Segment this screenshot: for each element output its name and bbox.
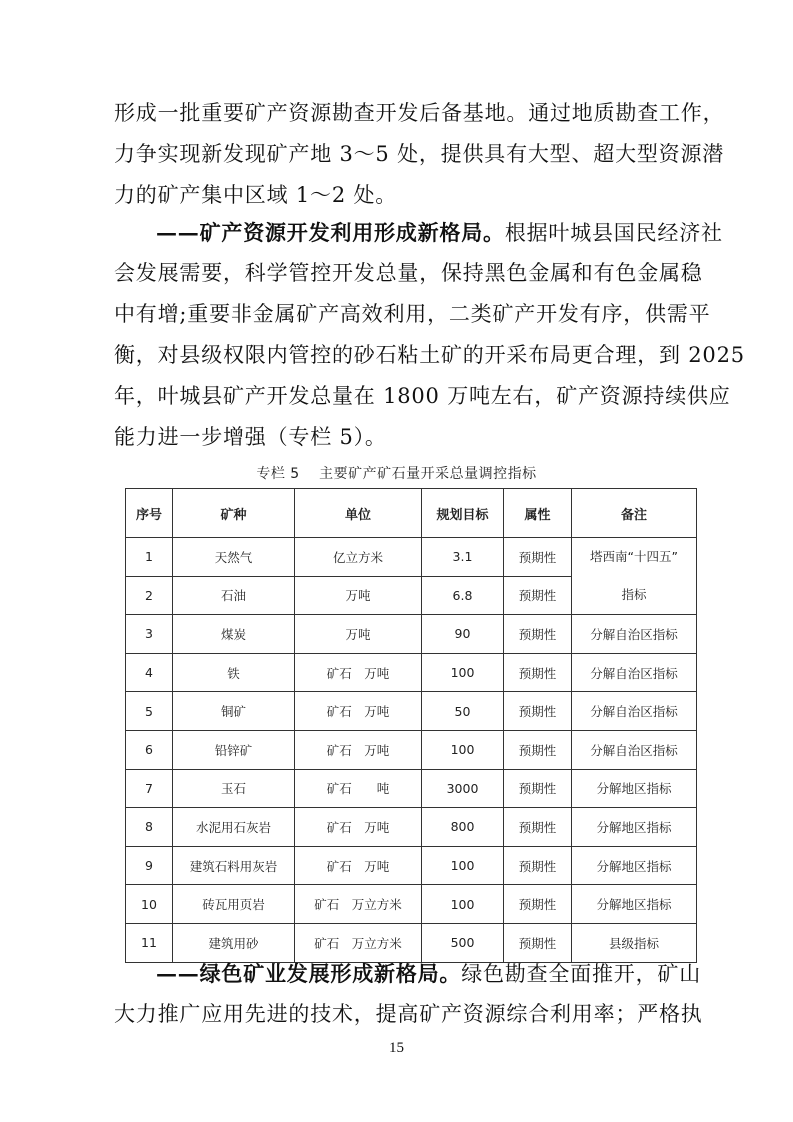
header-mineral: 矿种 <box>173 489 295 538</box>
cell-mineral: 煤炭 <box>173 615 295 654</box>
cell-note: 分解自治区指标 <box>572 653 697 692</box>
cell-mineral: 建筑石料用灰岩 <box>173 846 295 885</box>
text-line <box>114 953 702 994</box>
cell-attribute: 预期性 <box>504 615 572 654</box>
cell-note: 分解地区指标 <box>572 885 697 924</box>
text-line: 大力推广应用先进的技术，提高矿产资源综合利用率；严格执 <box>114 1002 703 1026</box>
text-line: 力争实现新发现矿产地 3～5 处，提供具有大型、超大型资源潜 <box>114 142 725 166</box>
header-target: 规划目标 <box>422 489 504 538</box>
table-row <box>126 769 697 808</box>
cell-target: 100 <box>422 885 504 924</box>
cell-note: 分解地区指标 <box>572 808 697 847</box>
paragraph-green-mining <box>114 953 703 1035</box>
text-line: 力的矿产集中区域 1～2 处。 <box>114 183 398 207</box>
cell-no: 5 <box>126 692 173 731</box>
cell-target: 50 <box>422 692 504 731</box>
cell-attribute: 预期性 <box>504 730 572 769</box>
cell-note: 分解地区指标 <box>572 769 697 808</box>
cell-unit: 矿石 万吨 <box>295 846 422 885</box>
cell-target: 500 <box>422 923 504 962</box>
text-line: 会发展需要，科学管控开发总量，保持黑色金属和有色金属稳 <box>114 261 703 285</box>
cell-target: 800 <box>422 808 504 847</box>
cell-no: 2 <box>126 576 173 615</box>
cell-target: 100 <box>422 730 504 769</box>
cell-mineral: 建筑用砂 <box>173 923 295 962</box>
cell-unit: 矿石 万吨 <box>295 653 422 692</box>
header-no: 序号 <box>126 489 173 538</box>
mining-quota-table <box>125 488 697 963</box>
text-run: 绿色勘查全面推开，矿山 <box>461 962 702 986</box>
cell-attribute: 预期性 <box>504 576 572 615</box>
cell-unit: 矿石 万吨 <box>295 692 422 731</box>
cell-unit: 矿石 万立方米 <box>295 923 422 962</box>
cell-no: 10 <box>126 885 173 924</box>
section-heading: ——绿色矿业发展形成新格局。 <box>156 961 462 986</box>
cell-mineral: 铁 <box>173 653 295 692</box>
note-line: 指标 <box>621 587 647 603</box>
table-row <box>126 615 697 654</box>
cell-unit: 矿石 万吨 <box>295 730 422 769</box>
cell-mineral: 铅锌矿 <box>173 730 295 769</box>
cell-note: 分解自治区指标 <box>572 730 697 769</box>
cell-note: 县级指标 <box>572 923 697 962</box>
cell-attribute: 预期性 <box>504 808 572 847</box>
text-line: 年，叶城县矿产开发总量在 1800 万吨左右，矿产资源持续供应 <box>114 384 731 408</box>
header-attribute: 属性 <box>504 489 572 538</box>
table-caption: 专栏 5 主要矿产矿石量开采总量调控指标 <box>256 466 537 482</box>
cell-target: 3000 <box>422 769 504 808</box>
cell-attribute: 预期性 <box>504 769 572 808</box>
cell-no: 8 <box>126 808 173 847</box>
cell-attribute: 预期性 <box>504 846 572 885</box>
cell-note-merged <box>572 538 697 615</box>
cell-mineral: 石油 <box>173 576 295 615</box>
cell-target: 6.8 <box>422 576 504 615</box>
cell-note: 分解地区指标 <box>572 846 697 885</box>
cell-no: 7 <box>126 769 173 808</box>
note-line: 塔西南“十四五” <box>590 549 678 565</box>
text-line: 中有增;重要非金属矿产高效利用，二类矿产开发有序，供需平 <box>114 302 711 326</box>
cell-no: 1 <box>126 538 173 577</box>
section-heading: ——矿产资源开发利用形成新格局。 <box>156 220 505 245</box>
cell-no: 6 <box>126 730 173 769</box>
cell-note: 分解自治区指标 <box>572 615 697 654</box>
table-row <box>126 692 697 731</box>
cell-unit: 万吨 <box>295 615 422 654</box>
cell-mineral: 天然气 <box>173 538 295 577</box>
cell-unit: 矿石 万立方米 <box>295 885 422 924</box>
cell-target: 90 <box>422 615 504 654</box>
cell-no: 3 <box>126 615 173 654</box>
cell-unit: 矿石 万吨 <box>295 808 422 847</box>
cell-unit: 万吨 <box>295 576 422 615</box>
cell-target: 100 <box>422 653 504 692</box>
table-row <box>126 846 697 885</box>
text-run: 根据叶城县国民经济社 <box>504 221 723 245</box>
cell-no: 4 <box>126 653 173 692</box>
text-line: 能力进一步增强（专栏 5）。 <box>114 425 387 449</box>
cell-target: 100 <box>422 846 504 885</box>
cell-note: 分解自治区指标 <box>572 692 697 731</box>
table-row <box>126 538 697 577</box>
table-header-row <box>126 489 697 538</box>
cell-target: 3.1 <box>422 538 504 577</box>
table-row <box>126 730 697 769</box>
header-unit: 单位 <box>295 489 422 538</box>
table-row <box>126 808 697 847</box>
table-row <box>126 653 697 692</box>
cell-mineral: 玉石 <box>173 769 295 808</box>
cell-unit: 亿立方米 <box>295 538 422 577</box>
cell-attribute: 预期性 <box>504 538 572 577</box>
text-line: 形成一批重要矿产资源勘查开发后备基地。通过地质勘查工作， <box>114 101 725 125</box>
page-number: 15 <box>389 1040 404 1056</box>
paragraph-resource-base <box>114 93 725 216</box>
table-row <box>126 885 697 924</box>
cell-mineral: 铜矿 <box>173 692 295 731</box>
cell-attribute: 预期性 <box>504 653 572 692</box>
paragraph-development-utilization <box>114 212 745 458</box>
cell-no: 11 <box>126 923 173 962</box>
text-line: 衡，对县级权限内管控的砂石粘土矿的开采布局更合理，到 2025 <box>114 343 745 367</box>
cell-attribute: 预期性 <box>504 885 572 924</box>
header-note: 备注 <box>572 489 697 538</box>
cell-no: 9 <box>126 846 173 885</box>
text-line <box>114 212 723 253</box>
cell-unit: 矿石 吨 <box>295 769 422 808</box>
cell-mineral: 砖瓦用页岩 <box>173 885 295 924</box>
cell-attribute: 预期性 <box>504 692 572 731</box>
cell-mineral: 水泥用石灰岩 <box>173 808 295 847</box>
cell-attribute: 预期性 <box>504 923 572 962</box>
